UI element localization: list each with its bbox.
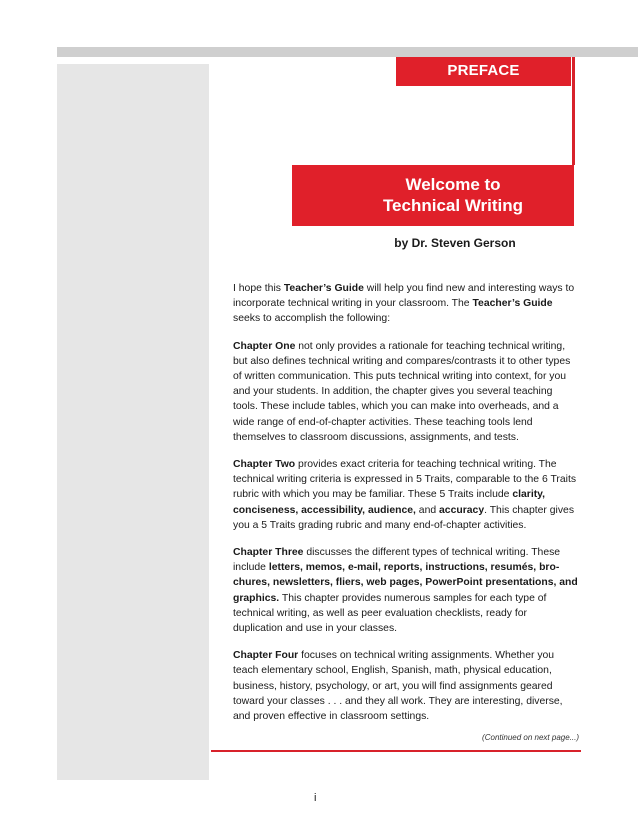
continued-note: (Continued on next page...)	[482, 733, 579, 742]
paragraph-chapter-two: Chapter Two provides exact criteria for teaching technical writing. The technical writing criteria is expressed in 5 Traits, comparable to the 6 Traits rubric with which you may be familiar. These 5 Traits include clarity, conciseness, accessibility, audience, and accuracy. This chapter gives you a 5 Traits grading rubric and many end-of-chapter activities.	[233, 459, 577, 531]
title-box	[292, 165, 574, 226]
paragraph-chapter-three: Chapter Three discusses the different types of technical writing. These include letters, memos, e-mail, reports, instructions, resumés, bro-chures, newsletters, fliers, web pages, PowerPoint presentations, and graphics. This chapter provides numerous samples for each type of technical writing, as well as peer evaluation checklists, ready for duplication and use in your classes.	[233, 547, 578, 635]
bottom-red-rule	[211, 750, 581, 752]
title-line-2: Technical Writing	[382, 196, 524, 215]
body-text	[233, 281, 579, 736]
paragraph-intro: I hope this Teacher’s Guide will help you find new and interesting ways to incorporate technical writing in your classroom. The Teacher’s Guide seeks to accomplish the following:	[233, 283, 575, 325]
right-red-rule	[572, 57, 575, 165]
page-number: i	[314, 792, 317, 804]
paragraph-chapter-one: Chapter One not only provides a rationale for teaching technical writing, but also defines technical writing and compares/contrasts it to other types of written communication. This puts technical writing into context, for you and your students. In addition, the chapter gives you several teaching tools. These include tables, which you can make into overheads, and a wide range of end-of-chapter activities. These teaching tools lend themselves to classroom discussions, assignments, and tests.	[233, 340, 571, 443]
paragraph-chapter-four: Chapter Four focuses on technical writing assignments. Whether you teach elementary school, English, Spanish, math, physical education, business, history, psychology, or art, you will find assignments geared toward your classes . . . and they all work. They are interesting, diverse, and proven effective in classroom settings.	[233, 650, 563, 723]
byline: by Dr. Steven Gerson	[394, 236, 516, 250]
top-gray-bar	[57, 47, 638, 57]
section-label: PREFACE	[396, 57, 571, 86]
left-gray-panel	[57, 64, 209, 780]
title-line-1: Welcome to	[405, 175, 501, 194]
